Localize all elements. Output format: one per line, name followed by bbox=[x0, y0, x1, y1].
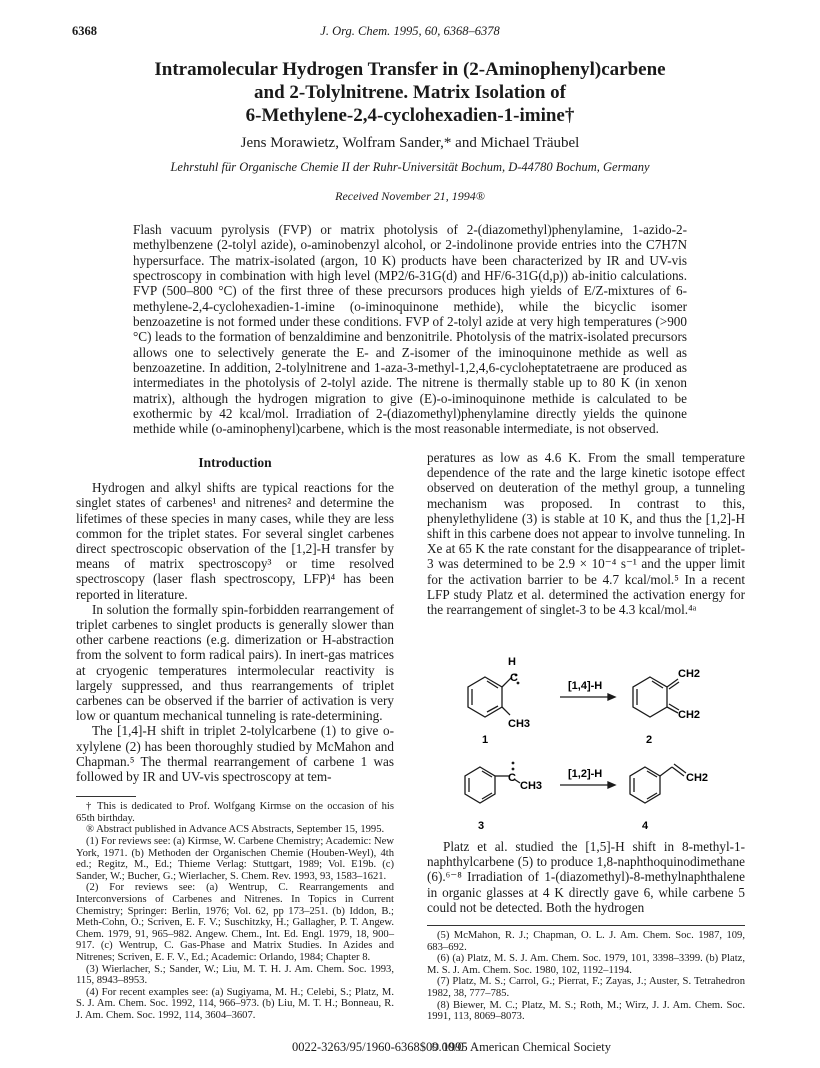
footnote: (7) Platz, M. S.; Carrol, G.; Pierrat, F.; Zayas, J.; Auster, S. Tetrahedron 1982, 38, 777–785. bbox=[427, 976, 745, 999]
paragraph: Hydrogen and alkyl shifts are typical reactions for the singlet states of carbenes¹ and nitrenes² and determine the lifetimes of these species in many cases, while they are less common for the triplet states. For several singlet carbenes direct spectroscopic observation of the [1,2]-H transfer by means of matrix spectroscopy³ or time resolved spectroscopy (laser flash spectroscopy, LFP)⁴ has been reported in literature. bbox=[76, 480, 394, 602]
left-column bbox=[76, 455, 394, 1022]
footnotes-right bbox=[427, 930, 745, 1023]
title-line: Intramolecular Hydrogen Transfer in (2-Aminophenyl)carbene bbox=[154, 59, 666, 80]
affiliation: Lehrstuhl für Organische Chemie II der Ruhr-Universität Bochum, D-44780 Bochum, Germany bbox=[170, 160, 650, 174]
page-number: 6368 bbox=[72, 24, 97, 38]
paragraph: Platz et al. studied the [1,5]-H shift in 8-methyl-1-naphthylcarbene (5) to produce 1,8-naphthoquinodimethane (6).⁶⁻⁸ Irradiation of 1-(diazomethyl)-8-methylnaphthalene in organic glasses at 4 K directly gave 6, while carbene 5 could not be detected. Both the hydrogen bbox=[427, 839, 745, 915]
section-heading: Introduction bbox=[198, 455, 272, 470]
benzene-ring-1 bbox=[468, 677, 502, 717]
title-line: and 2-Tolylnitrene. Matrix Isolation of bbox=[254, 82, 566, 103]
title-line: 6-Methylene-2,4-cyclohexadien-1-imine† bbox=[245, 105, 575, 126]
atom-label: H bbox=[508, 656, 516, 668]
carbene-label: C bbox=[510, 672, 518, 684]
footer-code: 0022-3263/95/1960-6368$09.00/0 bbox=[292, 1040, 464, 1054]
footnote: † This is dedicated to Prof. Wolfgang Kirmse on the occasion of his 65th birthday. bbox=[76, 801, 394, 824]
paragraph: In solution the formally spin-forbidden rearrangement of triplet carbenes to singlet products is generally slower than other carbene reactions (e.g. dimerization or H-abstraction from the solvent to form radical pairs). In inert-gas matrices at cryogenic temperatures intermolecular reactivity is largely suppressed, and thus rearrangements of triplet carbenes can be observed if the barrier of activation is very low or quantum mechanical tunneling is rate-determining. bbox=[76, 601, 394, 724]
compound-number: 4 bbox=[642, 820, 649, 832]
footer-copyright: © 1995 American Chemical Society bbox=[430, 1040, 611, 1054]
atom-label: CH3 bbox=[508, 718, 531, 730]
authors: Jens Morawietz, Wolfram Sander,* and Michael Träubel bbox=[240, 135, 580, 151]
received-date: Received November 21, 1994® bbox=[335, 189, 485, 203]
footnote: (3) Wierlacher, S.; Sander, W.; Liu, M. T. H. J. Am. Chem. Soc. 1993, 115, 8943–8953. bbox=[76, 963, 394, 987]
footnotes-left bbox=[76, 801, 394, 1021]
atom-label: CH2 bbox=[678, 668, 701, 680]
footnote: (5) McMahon, R. J.; Chapman, O. L. J. Am. Chem. Soc. 1987, 109, 683–692. bbox=[427, 930, 745, 953]
footnote: (8) Biewer, M. C.; Platz, M. S.; Roth, M.; Wirz, J. J. Am. Chem. Soc. 1991, 113, 8069–8073. bbox=[427, 999, 745, 1023]
journal-issue: 1995, 60, 6368–6378 bbox=[390, 24, 500, 38]
right-column bbox=[427, 450, 745, 617]
arrow-label: [1,2]-H bbox=[568, 768, 603, 780]
arrow-label: [1,4]-H bbox=[568, 680, 603, 692]
footnote-divider bbox=[427, 925, 745, 926]
abstract: Flash vacuum pyrolysis (FVP) or matrix photolysis of 2-(diazomethyl)phenylamine, 1-azido-2-methylbenzene (2-tolyl azide), o-aminobenzyl alcohol, or 2-indolinone provide entries into the C7H7N hypersurface. The matrix-isolated (argon, 10 K) products have been characterized by IR and UV-vis spectroscopy in combination with high level (MP2/6-31G(d) and HF/6-31G(d,p)) ab-initio calculations. FVP (500–800 °C) of the first three of these precursors produces high yields of E/Z-mixtures of 6-methylene-2,4-cyclohexadien-1-imine (o-iminoquinone methide), while the bicyclic isomer benzoazetine is not formed under these conditions. FVP of 2-tolyl azide at very high temperatures (>900 °C) leads to the formation of benzaldimine and benzonitrile. Photolysis of the matrix-isolated precursors allows one to selectively generate the E- and Z-isomer of the iminoquinone methide as well as benzoazetine. In addition, 2-tolylnitrene and 1-aza-3-methyl-1,2,4,6-cycloheptatetraene are produced as intermediates in the photolysis of 2-tolyl azide. The nitrene is thermally stable up to 80 K (in xenon matrix), although the hydrogen migration to give (E)-o-iminoquinone methide is calculated to be exothermic by 42 kcal/mol. Irradiation of 2-(diazomethyl)phenylamine directly yields the quinone methide while (o-aminophenyl)carbene, which is the most reasonable intermediate, is not observed. bbox=[133, 222, 687, 437]
compound-number: 2 bbox=[646, 734, 653, 746]
journal-citation bbox=[0, 24, 820, 39]
compound-number: 1 bbox=[482, 734, 489, 746]
right-column-continued bbox=[427, 839, 745, 1023]
journal-name: J. Org. Chem. bbox=[320, 24, 391, 38]
footnote: (1) For reviews see: (a) Kirmse, W. Carbene Chemistry; Academic: New York, 1971. (b) Methoden der Organischen Chemie (Houben-Weyl), 4th ed.; Regitz, M., Ed.; Thieme Verlag: Stuttgart, 1989; Vol. E19b. (c) Sander, W.; Bucher, G.; Wierlacher, S. Chem. Rev. 1993, 93, 1583–1621. bbox=[76, 836, 394, 882]
footnote: (6) (a) Platz, M. S. J. Am. Chem. Soc. 1979, 101, 3398–3399. (b) Platz, M. S. J. Am. Chem. Soc. 1980, 102, 1192–1194. bbox=[427, 953, 745, 976]
carbene-label: C bbox=[508, 772, 516, 784]
atom-label: CH3 bbox=[520, 780, 543, 792]
footnote: ® Abstract published in Advance ACS Abstracts, September 15, 1995. bbox=[86, 824, 385, 836]
atom-label: CH2 bbox=[678, 709, 701, 721]
compound-number: 3 bbox=[478, 820, 485, 832]
footnote: (4) For recent examples see: (a) Sugiyama, M. H.; Celebi, S.; Platz, M. S. J. Am. Chem. Soc. 1992, 114, 966–973. (b) Liu, M. T. H.; Bonneau, R. J. Am. Chem. Soc. 1992, 114, 3604–3607. bbox=[76, 986, 394, 1021]
ring-2 bbox=[633, 677, 667, 717]
reaction-scheme bbox=[450, 655, 720, 835]
footnote-divider bbox=[76, 796, 136, 797]
footnote: (2) For reviews see: (a) Wentrup, C. Rearrangements and Interconversions of Carbenes and Nitrenes. In Topics in Current Chemistry; Springer: Berlin, 1976; Vol. 62, pp 173–251. (b) Iddon, B.; Meth-Cohn, O.; Scriven, E. F. V.; Suschitzky, H.; Gallagher, P. T. Angew. Chem. 1979, 91, 965–982. Angew. Chem., Int. Ed. Engl. 1979, 18, 900–917. (c) Wentrup, C. Gas-Phase and Matrix Studies. In Azides and Nitrenes; Scriven, E. F. V., Ed.; Academic: Orlando, 1984; Chapter 8. bbox=[76, 882, 394, 963]
atom-label: CH2 bbox=[686, 772, 709, 784]
paper-title bbox=[100, 58, 720, 127]
paragraph: peratures as low as 4.6 K. From the small temperature dependence of the rate and the large kinetic isotope effect observed on deuteration of the methyl group, a tunneling mechanism was proposed. In contrast to this, phenylethylidene (3) is stable at 10 K, and thus the [1,2]-H shift in this carbene does not appear to involve tunneling. In Xe at 65 K the rate constant for the disappearance of triplet-3 was determined to be 2.9 × 10⁻⁴ s⁻¹ and the upper limit for the activation barrier to be 4.7 kcal/mol.⁵ In a recent LFP study Platz et al. determined the activation energy for the rearrangement of singlet-3 to be 4.3 kcal/mol.⁴ᵃ bbox=[427, 450, 745, 618]
paragraph: The [1,4]-H shift in triplet 2-tolylcarbene (1) to give o-xylylene (2) has been thoroughly studied by McMahon and Chapman.⁵ The thermal rearrangement of carbene 1 was followed by IR and UV-vis spectroscopy at tem- bbox=[76, 723, 394, 785]
